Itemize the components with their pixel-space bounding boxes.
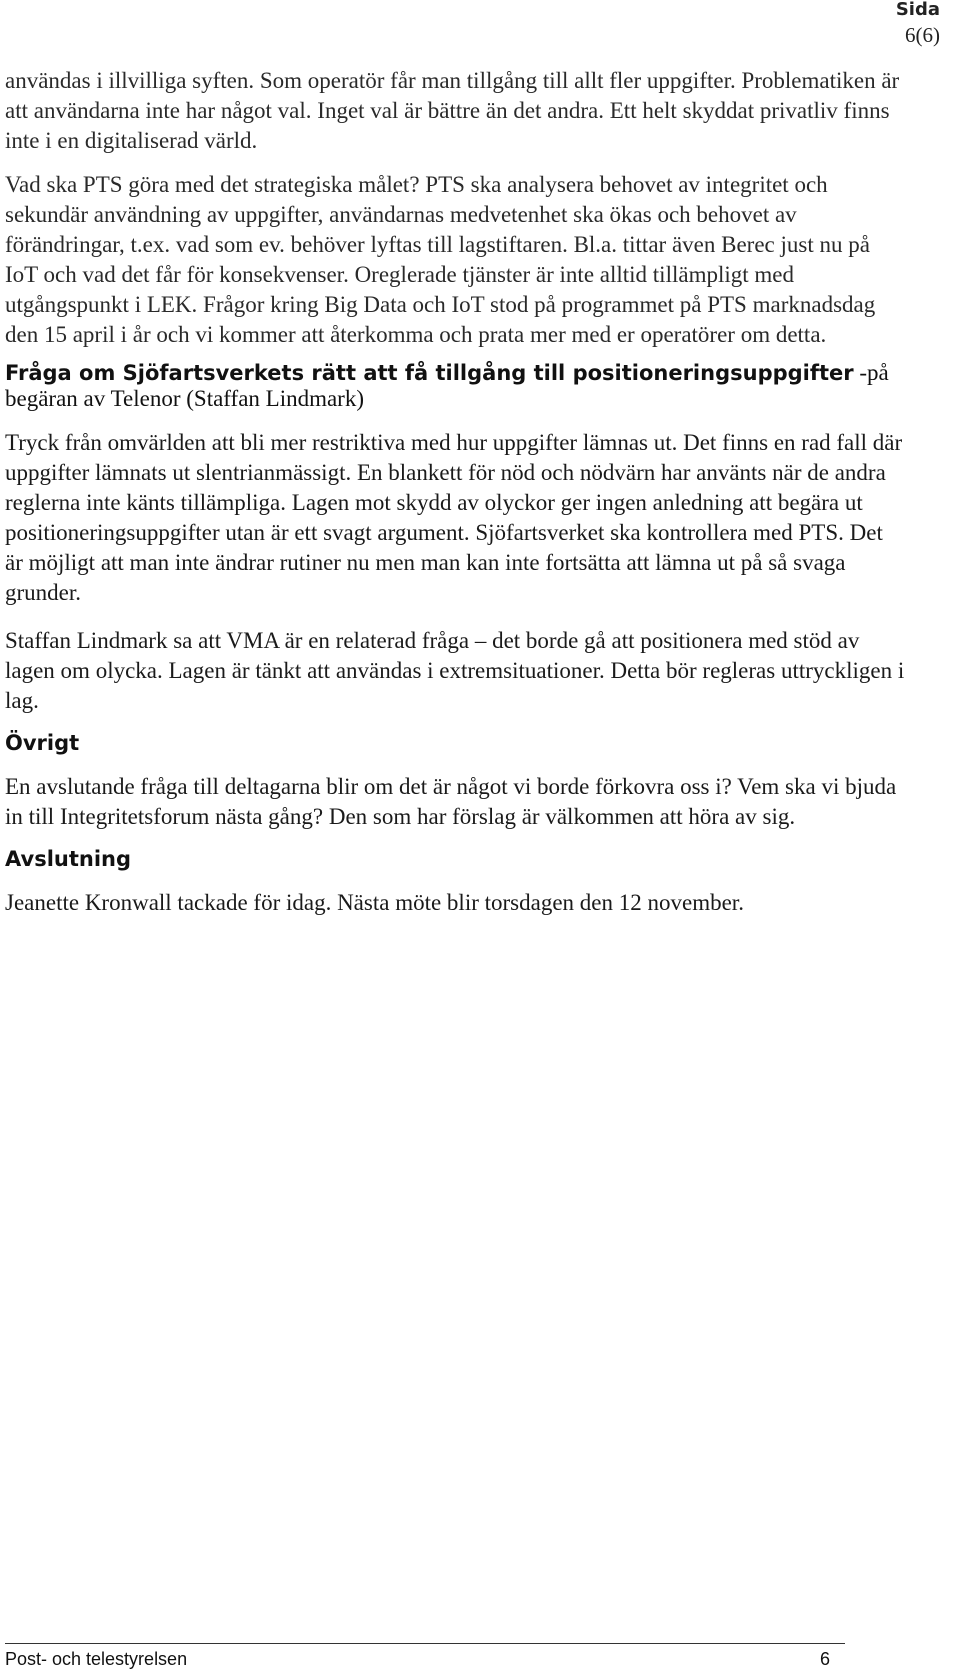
footer-page-number: 6 — [820, 1649, 831, 1669]
paragraph-vma: Staffan Lindmark sa att VMA är en relaterad fråga – det borde gå att positionera med stöd av lagen om olycka. Lagen är tänkt att användas i extremsituationer. Detta bör regleras uttryckligen i lag. — [5, 628, 905, 713]
section-heading-subtitle: -på begäran av Telenor (Staffan Lindmark) — [5, 360, 889, 411]
footer-divider — [5, 1643, 845, 1644]
section-heading-sjofartsverket — [5, 360, 905, 412]
section-heading-bold: Fråga om Sjöfartsverkets rätt att få tillgång till positioneringsuppgifter — [5, 361, 854, 385]
section-title-avslutning: Avslutning — [5, 847, 132, 871]
page-indicator — [896, 0, 940, 50]
document-body — [5, 66, 905, 918]
page-label-sida: Sida — [895, 0, 940, 20]
paragraph-strategic-goal: Vad ska PTS göra med det strategiska målet? PTS ska analysera behovet av integritet och sekundär användning av uppgifter, användarnas medvetenhet ska ökas och behovet av förändringar, t.ex. vad som ev. behöver lyftas till lagstiftaren. Bl.a. tittar även Berec just nu på IoT och vad det får för konsekvenser. Oreglerade tjänster är inte alltid tillämpligt med utgångspunkt i LEK. Frågor kring Big Data och IoT stod på programmet på PTS marknadsdag den 15 april i år och vi kommer att återkomma och prata mer med er operatörer om detta. — [5, 172, 876, 347]
section-title-ovrigt: Övrigt — [5, 731, 80, 755]
footer-organization: Post- och telestyrelsen — [5, 1649, 188, 1669]
paragraph-ovrigt: En avslutande fråga till deltagarna blir om det är något vi borde förkovra oss i? Vem ska vi bjuda in till Integritetsforum nästa gång? Den som har förslag är välkommen att höra av sig. — [5, 774, 897, 829]
page-count: 6(6) — [905, 23, 940, 47]
paragraph-continuation: användas i illvilliga syften. Som operatör får man tillgång till allt fler uppgifter. Problematiken är att användarna inte har något val. Inget val är bättre än det andra. Ett helt skyddat privatliv finns inte i en digitaliserad värld. — [5, 68, 900, 153]
paragraph-positioning-data: Tryck från omvärlden att bli mer restriktiva med hur uppgifter lämnas ut. Det finns en rad fall där uppgifter lämnats ut slentrianmässigt. En blankett för nöd och nödvärn har använts när de andra reglerna inte känts tillämpliga. Lagen mot skydd av olyckor ger ingen anledning att begära ut positioneringsuppgifter utan är ett svagt argument. Sjöfartsverket ska kontrollera med PTS. Det är möjligt att man inte ändrar rutiner nu men man kan inte fortsätta att lämna ut på så svaga grunder. — [5, 430, 903, 605]
paragraph-avslutning: Jeanette Kronwall tackade för idag. Nästa möte blir torsdagen den 12 november. — [5, 890, 744, 915]
